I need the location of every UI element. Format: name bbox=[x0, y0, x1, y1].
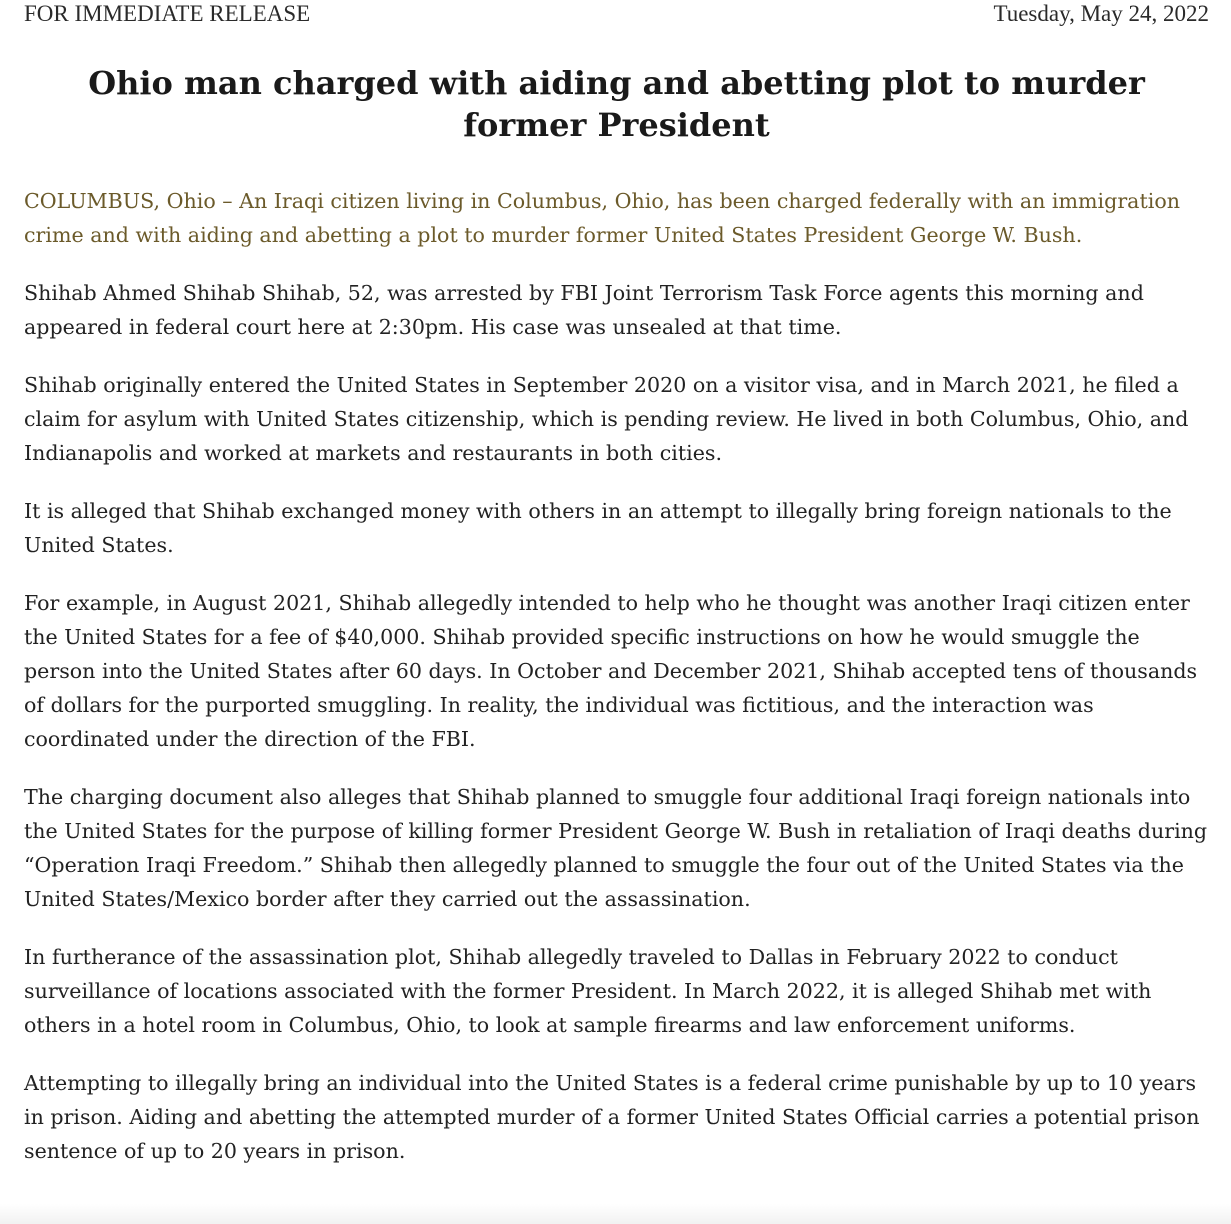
article-body bbox=[24, 184, 1209, 1192]
release-label: FOR IMMEDIATE RELEASE bbox=[24, 1, 311, 26]
release-header bbox=[24, 0, 1209, 30]
paragraph-money: It is alleged that Shihab exchanged money with others in an attempt to illegally bring foreign nationals to the United States. bbox=[24, 499, 1172, 557]
lead-paragraph: COLUMBUS, Ohio – An Iraqi citizen living in Columbus, Ohio, has been charged federally with an immigration crime and with aiding and abetting a plot to murder former United States President George W. Bush. bbox=[24, 189, 1180, 247]
paragraph-arrest: Shihab Ahmed Shihab Shihab, 52, was arrested by FBI Joint Terrorism Task Force agents this morning and appeared in federal court here at 2:30pm. His case was unsealed at that time. bbox=[24, 281, 1144, 339]
paragraph-plot: The charging document also alleges that Shihab planned to smuggle four additional Iraqi foreign nationals into the United States for the purpose of killing former President George W. Bush in retaliation of Iraqi deaths during “Operation Iraqi Freedom.” Shihab then allegedly planned to smuggle the four out of the United States via the United States/Mexico border after they carried out the assassination. bbox=[24, 785, 1208, 911]
paragraph-entry: Shihab originally entered the United States in September 2020 on a visitor visa, and in March 2021, he filed a claim for asylum with United States citizenship, which is pending review. He lived in both Columbus, Ohio, and Indianapolis and worked at markets and restaurants in both cities. bbox=[24, 373, 1189, 465]
bottom-fade bbox=[0, 1204, 1231, 1224]
paragraph-penalties: Attempting to illegally bring an individual into the United States is a federal crime punishable by up to 10 years in prison. Aiding and abetting the attempted murder of a former United States Official carries a potential prison sentence of up to 20 years in prison. bbox=[24, 1071, 1200, 1163]
paragraph-example: For example, in August 2021, Shihab allegedly intended to help who he thought was another Iraqi citizen enter the United States for a fee of $40,000. Shihab provided specific instructions on how he would smuggle the person into the United States after 60 days. In October and December 2021, Shihab accepted tens of thousands of dollars for the purported smuggling. In reality, the individual was fictitious, and the interaction was coordinated under the direction of the FBI. bbox=[24, 591, 1198, 751]
release-date: Tuesday, May 24, 2022 bbox=[993, 1, 1209, 26]
paragraph-surveillance: In furtherance of the assassination plot, Shihab allegedly traveled to Dallas in February 2022 to conduct surveillance of locations associated with the former President. In March 2022, it is alleged Shihab met with others in a hotel room in Columbus, Ohio, to look at sample firearms and law enforcement uniforms. bbox=[24, 945, 1152, 1037]
page-title: Ohio man charged with aiding and abetting plot to murder former President bbox=[88, 64, 1145, 144]
